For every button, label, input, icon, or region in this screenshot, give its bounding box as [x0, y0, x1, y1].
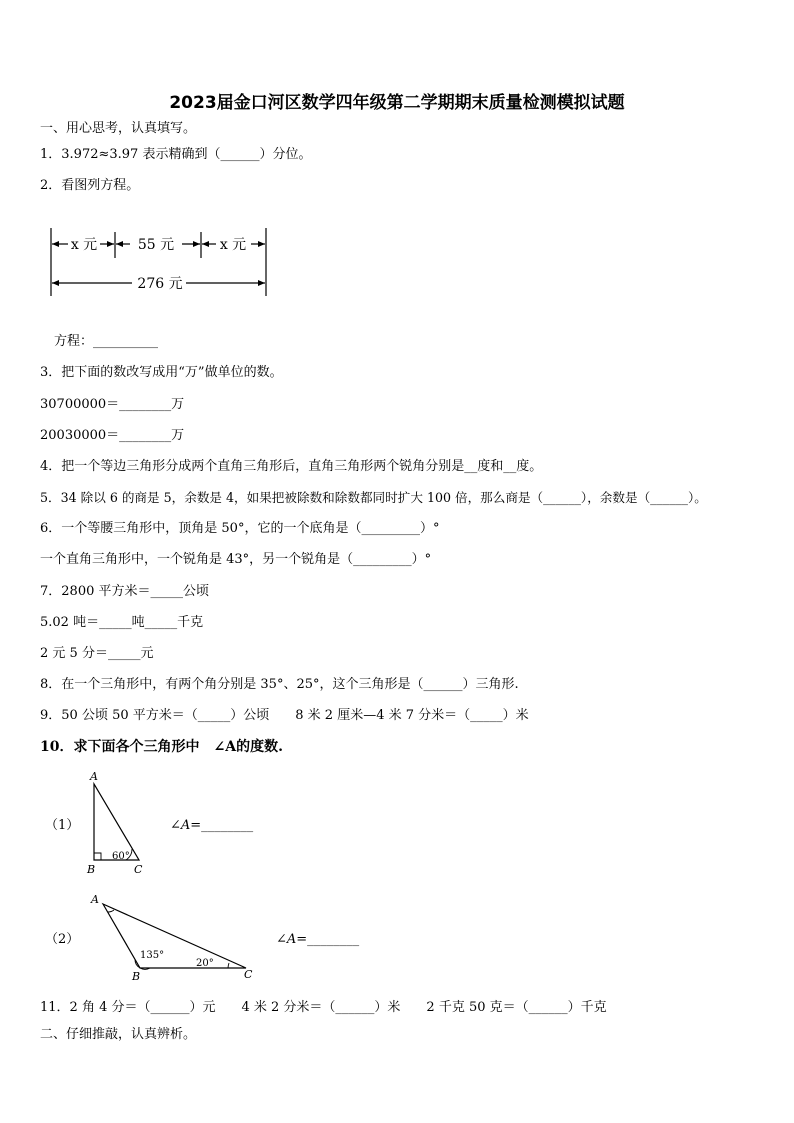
question-3b: 20030000＝________万: [40, 428, 185, 443]
vertex-A: A: [91, 893, 99, 906]
page-title: 2023届金口河区数学四年级第二学期期末质量检测模拟试题: [169, 93, 625, 113]
question-7c: 2 元 5 分＝_____元: [40, 646, 154, 661]
question-8: 8．在一个三角形中，有两个角分别是 35°、25°，这个三角形是（______）三角形.: [40, 677, 519, 692]
question-3a: 30700000＝________万: [40, 397, 185, 412]
question-7: 7．2800 平方米＝_____公顷: [40, 584, 209, 599]
vertex-B: B: [132, 970, 141, 983]
question-10: 10．求下面各个三角形中 ∠A的度数.: [40, 739, 283, 755]
question-5: 5．34 除以 6 的商是 5，余数是 4，如果把被除数和除数都同时扩大 100 倍，那么商是（______），余数是（______）。: [40, 490, 707, 505]
question-4: 4．把一个等边三角形分成两个直角三角形后，直角三角形两个锐角分别是__度和__度。: [40, 459, 543, 474]
section-one-heading: 一、用心思考，认真填写。: [40, 121, 197, 136]
angle-B-label: 135°: [140, 950, 165, 961]
question-6b: 一个直角三角形中，一个锐角是 43°，另一个锐角是（_________）°: [40, 552, 432, 567]
question-3: 3．把下面的数改写成用“万”做单位的数。: [40, 365, 283, 380]
q10-part2-answer: ∠A=________: [276, 932, 360, 947]
question-2: 2．看图列方程。: [40, 178, 140, 193]
q10-part1-answer: ∠A=________: [170, 818, 254, 833]
q2-segment-diagram: [44, 224, 274, 304]
q10-part2-label: （2）: [45, 932, 80, 947]
vertex-C: C: [134, 863, 143, 876]
question-6: 6．一个等腰三角形中，顶角是 50°，它的一个底角是（_________）°: [40, 521, 440, 536]
segment-55: 55 元: [137, 237, 175, 253]
question-1: 1．3.972≈3.97 表示精确到（______）分位。: [40, 147, 312, 162]
q10-triangle-2: [88, 892, 258, 982]
question-7b: 5.02 吨＝_____吨_____千克: [40, 615, 204, 630]
vertex-A: A: [90, 770, 98, 783]
vertex-C: C: [244, 968, 253, 981]
q10-triangle-1: [84, 768, 154, 878]
angle-C-label: 60°: [112, 851, 130, 862]
q10-part1-label: （1）: [45, 818, 80, 833]
question-11: 11．2 角 4 分＝（______）元 4 米 2 分米＝（______）米 2 千克 50 克＝（______）千克: [40, 1000, 607, 1015]
segment-total: 276 元: [137, 276, 183, 292]
angle-C-label: 20°: [196, 958, 214, 969]
q2-answer-line: 方程：__________: [54, 334, 159, 349]
question-9: 9．50 公顷 50 平方米＝（_____）公顷 8 米 2 厘米—4 米 7 分米＝（_____）米: [40, 708, 529, 723]
section-two-heading: 二、仔细推敲，认真辨析。: [40, 1027, 197, 1042]
vertex-B: B: [87, 863, 96, 876]
segment-x-left: x 元: [70, 237, 98, 253]
segment-x-right: x 元: [219, 237, 247, 253]
